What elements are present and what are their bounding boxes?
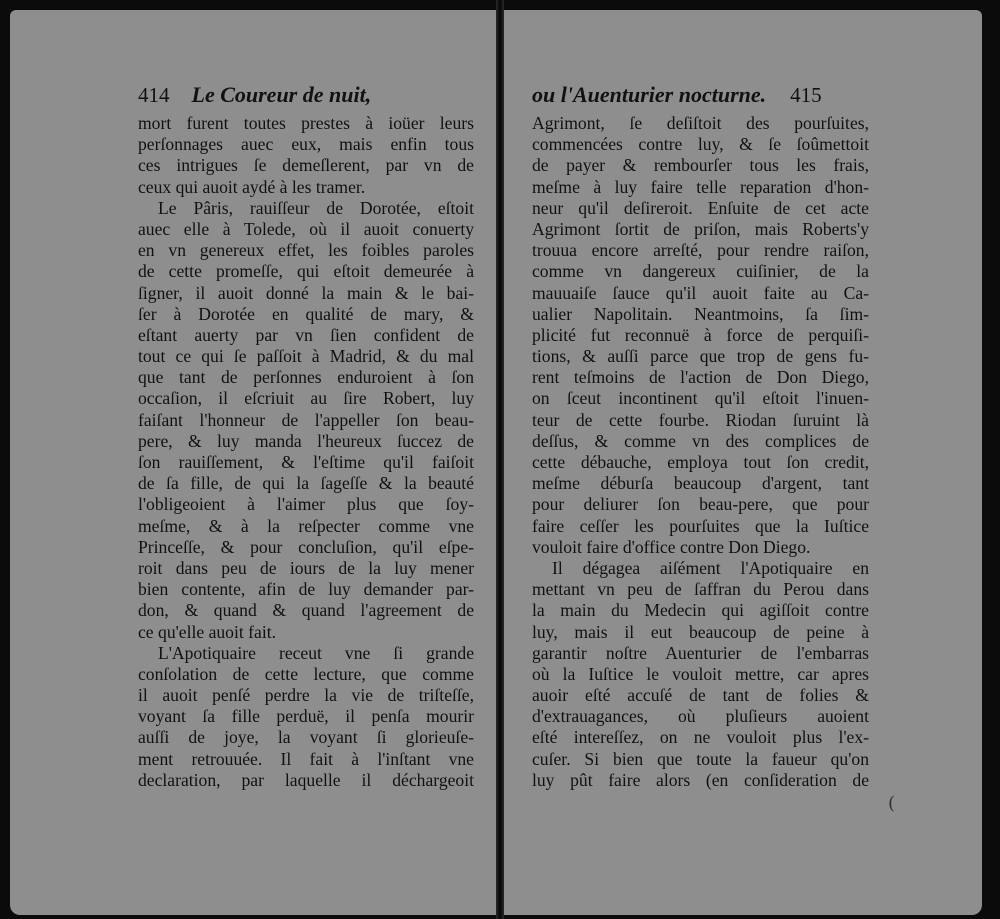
text-line: d'extrauagances, où pluſieurs auoient (532, 706, 869, 727)
text-line: faire ceſſer les pourſuites que la Iuſtice (532, 515, 869, 536)
text-line: faiſant l'honneur de l'appeller ſon beau- (138, 409, 474, 430)
text-line: luy, mais il eut beaucoup de peine à (532, 621, 869, 642)
left-page-number: 414 (138, 83, 170, 107)
text-line: perſonnages auec eux, mais enfin tous (138, 134, 474, 155)
text-line: declaration, par laquelle il déchargeoit (138, 769, 474, 790)
text-line: auſſi de joye, la voyant ſi glorieuſe- (138, 727, 474, 748)
text-line: garantir noſtre Auenturier de l'embarras (532, 642, 869, 663)
book-gutter (496, 0, 504, 919)
text-line: pere, & luy manda l'heureux ſuccez de (138, 430, 474, 451)
text-line: ces intrigues ſe demeſlerent, par vn de (138, 155, 474, 176)
margin-mark: ( (888, 793, 896, 814)
text-line: Le Pâris, rauiſſeur de Dorotée, eſtoit (158, 197, 474, 218)
text-line: L'Apotiquaire receut vne ſi grande (158, 642, 474, 663)
text-line: tions, & auſſi parce que trop de gens fu- (532, 346, 869, 367)
text-line: commencées contre luy, & ſe ſoûmettoit (532, 134, 869, 155)
text-line: roit dans peu de iours de la luy mener (138, 557, 474, 578)
text-line: Princeſſe, & pour concluſion, qu'il eſpe- (138, 536, 474, 557)
left-running-head (138, 78, 478, 112)
text-line: ceux qui auoit aydé à les tramer. (138, 176, 366, 197)
text-line: auoir eſté accuſé de tant de folies & (532, 685, 869, 706)
text-line: mauuaiſe ſauce qu'il auoit faite au Ca- (532, 282, 869, 303)
right-page-text (532, 113, 869, 791)
text-line: en vn genereux effet, les foibles paroles (138, 240, 474, 261)
text-line: Il dégagea aiſément l'Apotiquaire en (552, 557, 869, 578)
text-line: Agrimont, ſe deſiſtoit des pourſuites, (532, 113, 869, 133)
text-line: que tant de perſonnes enduroient à ſon (138, 367, 474, 388)
text-line: voyant ſa fille perduë, il penſa mourir (138, 706, 474, 727)
text-line: pour deliurer ſon beau-pere, que pour (532, 494, 869, 515)
left-page (10, 10, 496, 915)
right-page-number: 415 (790, 83, 822, 107)
text-line: ſon rauiſſement, & l'eſtime qu'il faiſoit (138, 452, 474, 472)
text-line: teur de cette fourbe. Riodan ſuruint là (532, 409, 869, 430)
text-line: conſolation de cette lecture, que comme (138, 663, 474, 684)
text-line: où la Iuſtice le vouloit mettre, car apres (532, 663, 869, 684)
text-line: cette débauche, employa tout ſon credit, (532, 452, 869, 472)
text-line: rent teſmoins de l'action de Don Diego, (532, 367, 869, 388)
text-line: deſſus, & comme vn des complices de (532, 430, 869, 451)
text-line: il auoit penſé perdre la vie de triſteſſe, (138, 685, 474, 706)
left-page-text (138, 113, 474, 791)
text-line: ſigner, il auoit donné la main & le bai- (138, 282, 474, 303)
text-line: de ſa fille, de qui la ſageſſe & la beauté (138, 473, 474, 494)
text-line: comme vn dangereux cuiſinier, de la (532, 261, 869, 282)
text-line: meſme à luy faire telle reparation d'hon- (532, 176, 869, 197)
text-line: la main du Medecin qui agiſſoit contre (532, 600, 869, 621)
right-page (504, 10, 982, 915)
text-line: on ſceut incontinent qu'il eſtoit l'inuen- (532, 388, 869, 409)
text-line: mettant vn peu de ſaffran du Perou dans (532, 579, 869, 600)
text-line: tout ce qui ſe paſſoit à Madrid, & du mal (138, 346, 474, 367)
text-line: ſer à Dorotée en qualité de mary, & (138, 303, 474, 324)
right-running-title: ou l'Auenturier nocturne. (532, 82, 767, 107)
text-line: trouua encore arreſté, pour rendre raiſon, (532, 240, 869, 261)
left-running-title: Le Coureur de nuit, (191, 82, 372, 107)
right-running-head (532, 78, 937, 112)
text-line: vouloit faire d'office contre Don Diego. (532, 536, 811, 557)
text-line: occaſion, il eſcriuit au ſire Robert, luy (138, 388, 474, 409)
text-line: ment retrouuée. Il fait à l'inſtant vne (138, 748, 474, 769)
text-line: cuſer. Si bien que toute la faueur qu'on (532, 748, 869, 769)
text-line: de payer & rembourſer tous les frais, (532, 155, 869, 176)
text-line: bien contente, afin de luy demander par- (138, 579, 474, 600)
text-line: ce qu'elle auoit fait. (138, 621, 276, 642)
text-line: mort furent toutes prestes à ioüer leurs (138, 113, 474, 133)
text-line: Agrimont ſortit de priſon, mais Roberts'y (532, 218, 869, 239)
text-line: plicité fut reconnuë à force de perquiſi- (532, 324, 869, 345)
text-line: don, & quand & quand l'agreement de (138, 600, 474, 621)
text-line: auec elle à Tolede, où il auoit conuerty (138, 218, 474, 239)
text-line: ualier Napolitain. Neantmoins, ſa ſim- (532, 303, 869, 324)
text-line: de cette promeſſe, qui eſtoit demeurée à (138, 261, 474, 282)
text-line: luy pût faire alors (en conſideration de (532, 769, 869, 790)
text-line: l'obligeoient à l'aimer plus que ſoy- (138, 494, 474, 515)
text-line: eſtant auerty par vn ſien confident de (138, 324, 474, 345)
text-line: eſté intereſſez, on ne vouloit plus l'ex- (532, 727, 869, 748)
text-line: neur qu'il deſireroit. Enſuite de cet acte (532, 197, 869, 218)
text-line: meſme, & à la reſpecter comme vne (138, 515, 474, 536)
text-line: meſme déburſa beaucoup d'argent, tant (532, 473, 869, 494)
